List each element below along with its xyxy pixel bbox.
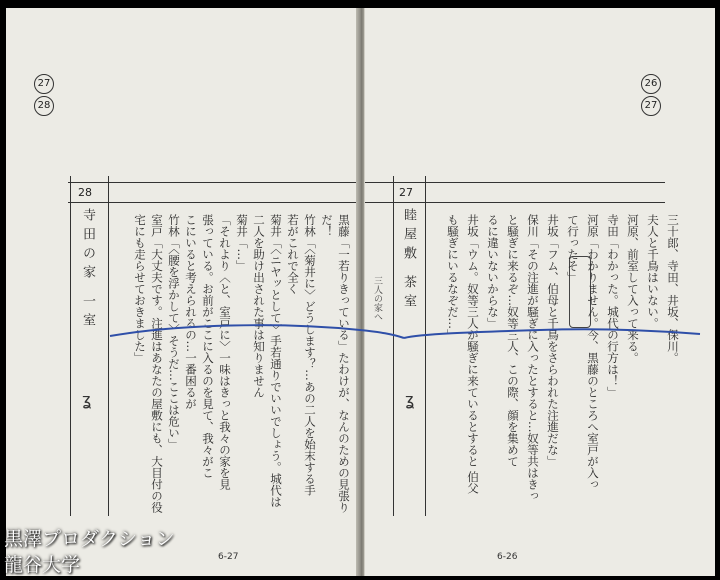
script-line: 竹林「〈腰を浮かして〉そうだ…ここは危い」 <box>167 214 181 450</box>
watermark-line-1: 黒澤プロダクション <box>4 528 175 550</box>
page-number: 6-27 <box>218 552 239 562</box>
script-line: 若がこれで全く <box>286 214 300 295</box>
script-line: 井坂「ウム。奴等三人が騒ぎに来ているとすると 伯父 <box>466 214 480 494</box>
script-line: 河原、前室して入って来る。 <box>626 214 640 364</box>
watermark-line-2: 龍谷大学 <box>4 554 81 576</box>
script-line: こにいると考えられるの…一番困るが <box>184 214 198 410</box>
ref-circle: 27 <box>641 96 661 116</box>
script-line: 保川「その注進が騒ぎに入ったとすると…奴等共はきっ <box>526 214 540 502</box>
left-page <box>6 8 361 576</box>
scene-number: 27 <box>399 186 413 199</box>
right-page <box>364 8 715 576</box>
script-line: 菊井「…」 <box>235 214 249 272</box>
rule-line <box>365 182 665 183</box>
script-line: と騒ぎに来るぞ…奴等三人、この際、顔を集めて <box>506 214 520 467</box>
script-line: 「それより〈と、室戸に〉一味はきっと我々の家を見 <box>218 214 232 490</box>
column-rule <box>425 176 426 516</box>
scene-location: 寺田の家 一室 <box>80 208 95 333</box>
script-line: て行ったそ」 <box>566 214 580 283</box>
script-line: 室戸「大丈夫です。注進はあなたの屋敷にも、大目付の役 <box>150 214 164 513</box>
script-line: だ！ <box>320 214 334 237</box>
script-line: 菊井「〈ニヤッとして〉手若通りでいいでしょう。城代は <box>269 214 283 508</box>
column-rule <box>70 176 71 516</box>
script-line: 河原「わかりません。今、黒藤のところへ室戸が入っ <box>586 214 600 490</box>
squiggle-mark: ʓ <box>82 390 92 409</box>
script-line: 張っている。お前がここに入るのを見て、我々がこ <box>201 214 215 479</box>
margin-note: 三人の家へ <box>372 276 382 321</box>
scene-location: 睦屋敷 茶室 <box>401 208 416 314</box>
rule-line <box>365 202 665 203</box>
script-line: 二人を助け出された事は知りません <box>252 214 266 398</box>
rule-line <box>68 182 360 183</box>
script-line: 井坂「フム、伯母と千鳥をさらわれた注進だな」 <box>546 214 560 467</box>
ref-circle: 28 <box>34 96 54 116</box>
script-line: 夫人と千鳥はいない。 <box>646 214 660 329</box>
ref-circle: 27 <box>34 74 54 94</box>
column-rule <box>108 176 109 516</box>
scene-number: 28 <box>78 186 92 199</box>
rule-line <box>68 202 360 203</box>
ref-circle: 26 <box>641 74 661 94</box>
page-number: 6-26 <box>497 552 518 562</box>
column-rule <box>393 176 394 516</box>
squiggle-mark: ʓ <box>405 390 415 409</box>
script-line: 寺田「わかった。城代の行方は！」 <box>606 214 620 398</box>
script-line: 宅にも走らせておきました」 <box>133 214 147 364</box>
script-line: 黒藤「一若りきっている」たわけが、なんのための見張り <box>337 214 351 513</box>
script-line: 竹林「〈菊井に〉どうします？…あの二人を始末する手 <box>303 214 317 496</box>
script-line: るに違いないからな」 <box>486 214 500 329</box>
script-line: も騒ぎにいるなぞだ…」 <box>446 214 460 341</box>
script-line: 三十郎、寺田、井坂、保川。 <box>666 214 680 364</box>
